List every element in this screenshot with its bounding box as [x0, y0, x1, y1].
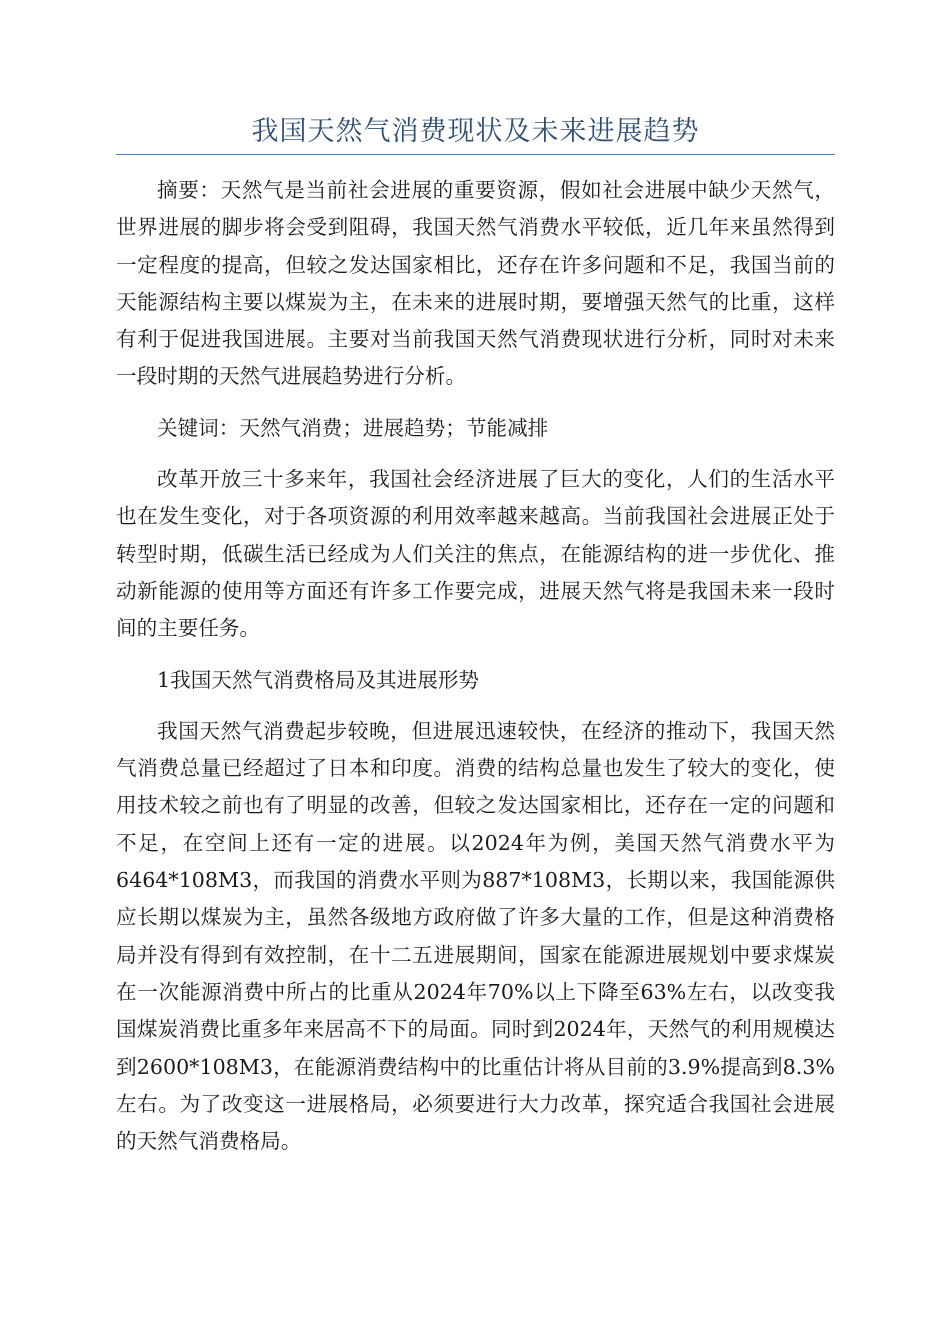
section-paragraph: 我国天然气消费起步较晚，但进展迅速较快，在经济的推动下，我国天然气消费总量已经超过了日本和印度。消费的结构总量也发生了较大的变化，使用技术较之前也有了明显的改善，但较之发达国家相比，还存在一定的问题和不足，在空间上还有一定的进展。以2024年为例，美国天然气消费水平为6464*108M3，而我国的消费水平则为887*108M3，长期以来，我国能源供应长期以煤炭为主，虽然各级地方政府做了许多大量的工作，但是这种消费格局并没有得到有效控制，在十二五进展期间，国家在能源进展规划中要求煤炭在一次能源消费中所占的比重从2024年70%以上下降至63%左右，以改变我国煤炭消费比重多年来居高不下的局面。同时到2024年，天然气的利用规模达到2600*108M3，在能源消费结构中的比重估计将从目前的3.9%提高到8.3%左右。为了改变这一进展格局，必须要进行大力改革，探究适合我国社会进展的天然气消费格局。 [116, 718, 835, 1154]
document-body [116, 172, 835, 1160]
abstract-paragraph: 摘要：天然气是当前社会进展的重要资源，假如社会进展中缺少天然气，世界进展的脚步将会受到阻碍，我国天然气消费水平较低，近几年来虽然得到一定程度的提高，但较之发达国家相比，还存在许多问题和不足，我国当前的天能源结构主要以煤炭为主，在未来的进展时期，要增强天然气的比重，这样有利于促进我国进展。主要对当前我国天然气消费现状进行分析，同时对未来一段时期的天然气进展趋势进行分析。 [116, 178, 835, 389]
intro-paragraph: 改革开放三十多来年，我国社会经济进展了巨大的变化，人们的生活水平也在发生变化，对于各项资源的利用效率越来越高。当前我国社会进展正处于转型时期，低碳生活已经成为人们关注的焦点，在能源结构的进一步优化、推动新能源的使用等方面还有许多工作要完成，进展天然气将是我国未来一段时间的主要任务。 [116, 467, 835, 641]
section-heading: 1我国天然气消费格局及其进展形势 [157, 667, 480, 692]
page-title: 我国天然气消费现状及未来进展趋势 [251, 116, 700, 147]
title-underline [116, 154, 835, 155]
keywords-paragraph: 关键词：天然气消费；进展趋势；节能减排 [157, 415, 549, 440]
